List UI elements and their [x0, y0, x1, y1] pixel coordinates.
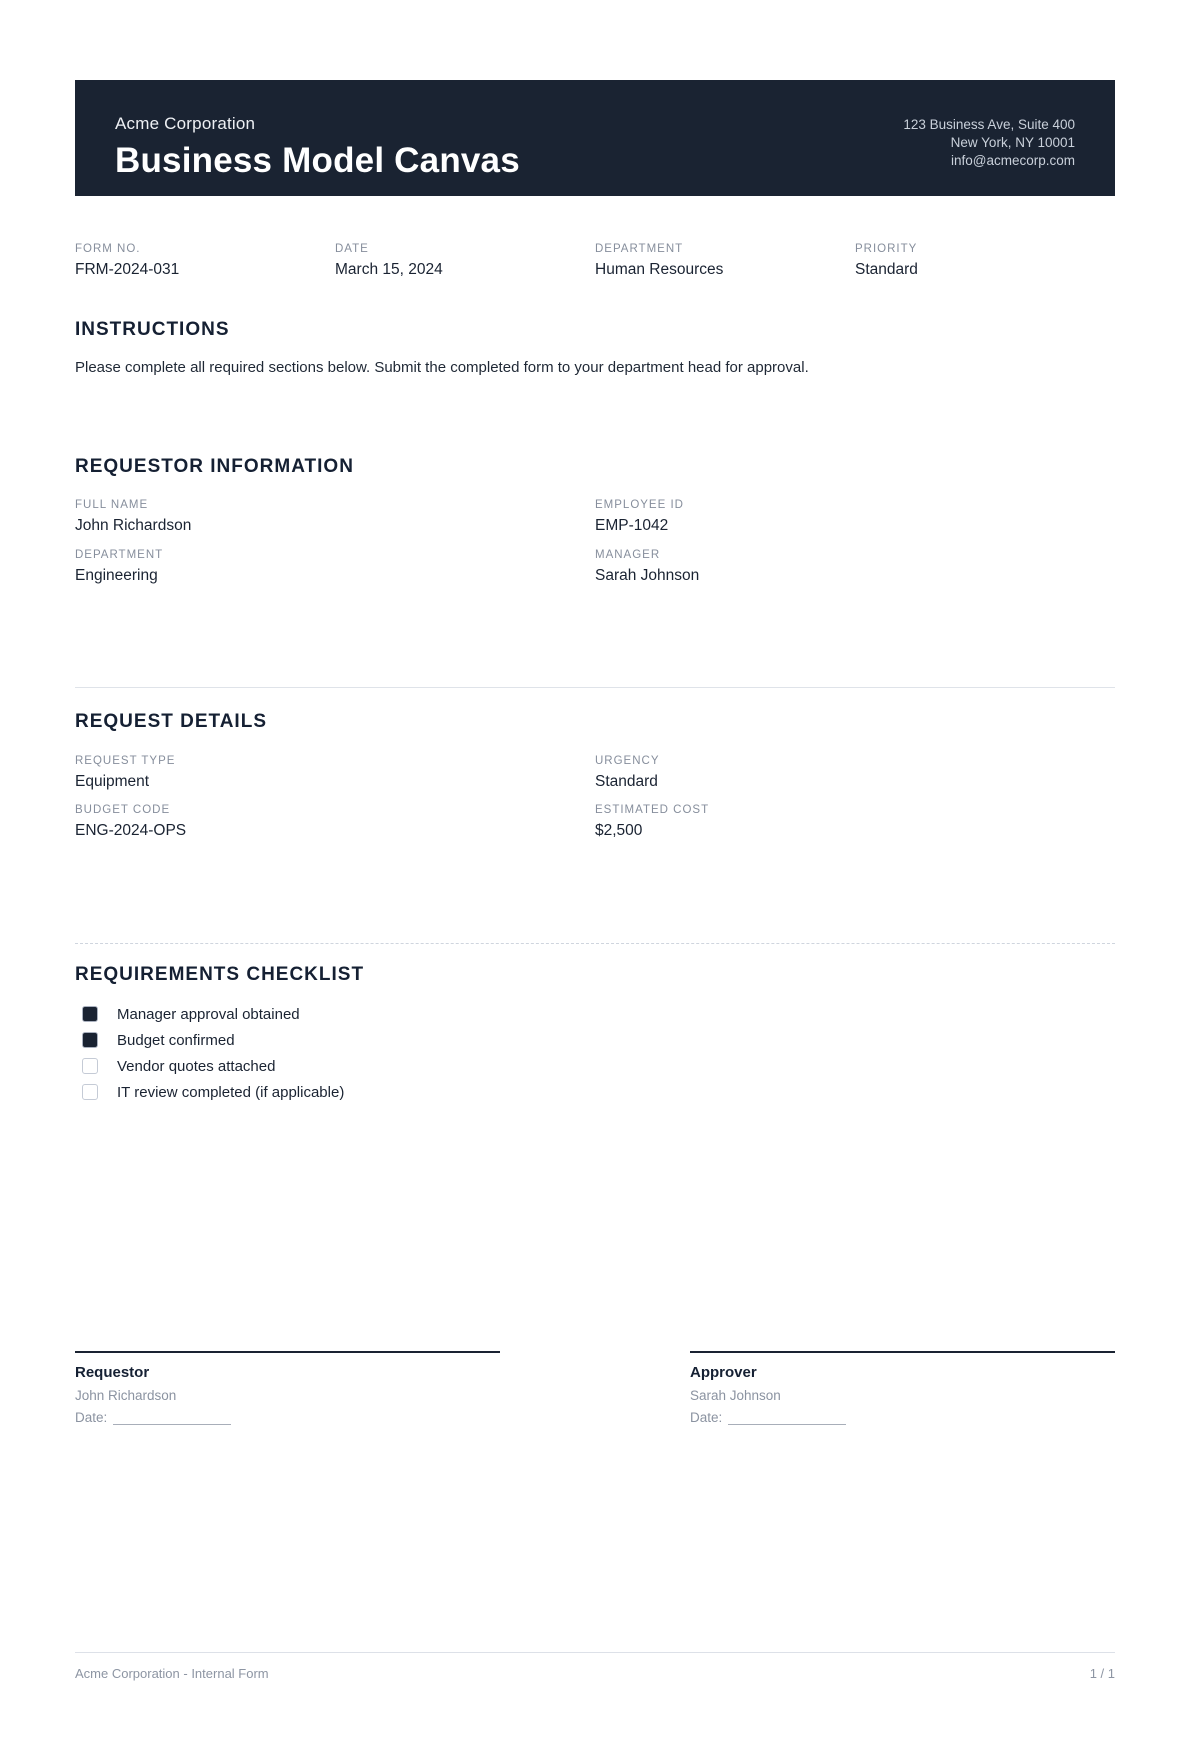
page-footer	[75, 1652, 1115, 1681]
meta-label: PRIORITY	[855, 243, 918, 255]
checklist-item-label: Budget confirmed	[117, 1031, 235, 1049]
date-label: Date:	[75, 1409, 108, 1425]
meta-value: Human Resources	[595, 261, 724, 278]
signature-role: Approver	[690, 1363, 757, 1381]
field-label: DEPARTMENT	[75, 548, 164, 561]
field-value: Sarah Johnson	[595, 566, 700, 584]
requestor-section-heading: REQUESTOR INFORMATION	[75, 455, 354, 477]
checklist-item	[75, 1006, 1115, 1023]
field-urgency	[595, 755, 1115, 791]
signature-line	[75, 1351, 500, 1353]
signature-row	[75, 1351, 1115, 1425]
field-label: FULL NAME	[75, 498, 149, 511]
date-label: Date:	[690, 1409, 723, 1425]
header-band	[75, 80, 1115, 196]
signature-date	[75, 1410, 500, 1425]
field-value: EMP-1042	[595, 516, 669, 534]
meta-value: March 15, 2024	[335, 261, 443, 278]
meta-field-priority	[855, 243, 1115, 279]
field-label: EMPLOYEE ID	[595, 498, 684, 511]
field-label: ESTIMATED COST	[595, 803, 710, 816]
date-fill-line[interactable]	[728, 1412, 846, 1425]
field-department	[75, 549, 595, 585]
signature-block-requestor	[75, 1351, 500, 1425]
checklist-item	[75, 1058, 1115, 1075]
section-divider	[75, 943, 1115, 944]
requestor-fields	[75, 499, 1115, 585]
request-details-heading: REQUEST DETAILS	[75, 710, 267, 732]
checkbox-vendor-quotes[interactable]	[82, 1058, 98, 1074]
instructions-body: Please complete all required sections below. Submit the completed form to your department head for approval.	[75, 359, 809, 376]
meta-field-date	[335, 243, 595, 279]
signature-name: Sarah Johnson	[690, 1387, 781, 1403]
field-manager	[595, 549, 1115, 585]
section-divider	[75, 687, 1115, 688]
checkbox-manager-approval[interactable]	[82, 1006, 98, 1022]
header-left	[115, 114, 520, 184]
signature-line	[690, 1351, 1115, 1353]
field-full-name	[75, 499, 595, 535]
meta-label: DATE	[335, 243, 369, 255]
request-details-fields	[75, 755, 1115, 840]
field-estimated-cost	[595, 804, 1115, 840]
date-fill-line[interactable]	[113, 1412, 231, 1425]
field-value: Standard	[595, 772, 658, 790]
field-label: MANAGER	[595, 548, 661, 561]
field-budget-code	[75, 804, 595, 840]
field-label: REQUEST TYPE	[75, 754, 176, 767]
requirements-checklist	[75, 1006, 1115, 1101]
meta-field-form-no	[75, 243, 335, 279]
meta-value: Standard	[855, 261, 918, 278]
checklist-item-label: Vendor quotes attached	[117, 1057, 276, 1075]
signature-role: Requestor	[75, 1363, 150, 1381]
form-meta-row	[75, 243, 1115, 279]
company-address	[903, 114, 1075, 184]
field-label: BUDGET CODE	[75, 803, 171, 816]
signature-date	[690, 1410, 1115, 1425]
field-request-type	[75, 755, 595, 791]
document-title: Business Model Canvas	[115, 141, 520, 180]
address-line-1: 123 Business Ave, Suite 400	[903, 117, 1075, 132]
meta-value: FRM-2024-031	[75, 261, 180, 278]
checklist-item-label: IT review completed (if applicable)	[117, 1083, 345, 1101]
page-number: 1 / 1	[1089, 1666, 1115, 1681]
field-label: URGENCY	[595, 754, 660, 767]
field-value: $2,500	[595, 821, 643, 839]
checkbox-budget-confirmed[interactable]	[82, 1032, 98, 1048]
meta-field-department	[595, 243, 855, 279]
form-page	[75, 80, 1115, 1425]
checklist-heading: REQUIREMENTS CHECKLIST	[75, 963, 365, 985]
address-line-2: New York, NY 10001	[950, 134, 1075, 150]
checklist-item	[75, 1032, 1115, 1049]
signature-name: John Richardson	[75, 1387, 177, 1403]
checklist-item-label: Manager approval obtained	[117, 1005, 300, 1023]
footer-left-text: Acme Corporation - Internal Form	[75, 1666, 269, 1681]
company-name: Acme Corporation	[115, 114, 256, 133]
checkbox-it-review[interactable]	[82, 1084, 98, 1100]
signature-block-approver	[690, 1351, 1115, 1425]
meta-label: FORM NO.	[75, 243, 141, 255]
field-value: Equipment	[75, 772, 150, 790]
field-value: ENG-2024-OPS	[75, 821, 187, 839]
address-email: info@acmecorp.com	[951, 152, 1075, 168]
meta-label: DEPARTMENT	[595, 243, 684, 255]
instructions-heading: INSTRUCTIONS	[75, 319, 230, 340]
field-employee-id	[595, 499, 1115, 535]
field-value: John Richardson	[75, 516, 192, 534]
field-value: Engineering	[75, 566, 158, 584]
checklist-item	[75, 1084, 1115, 1101]
